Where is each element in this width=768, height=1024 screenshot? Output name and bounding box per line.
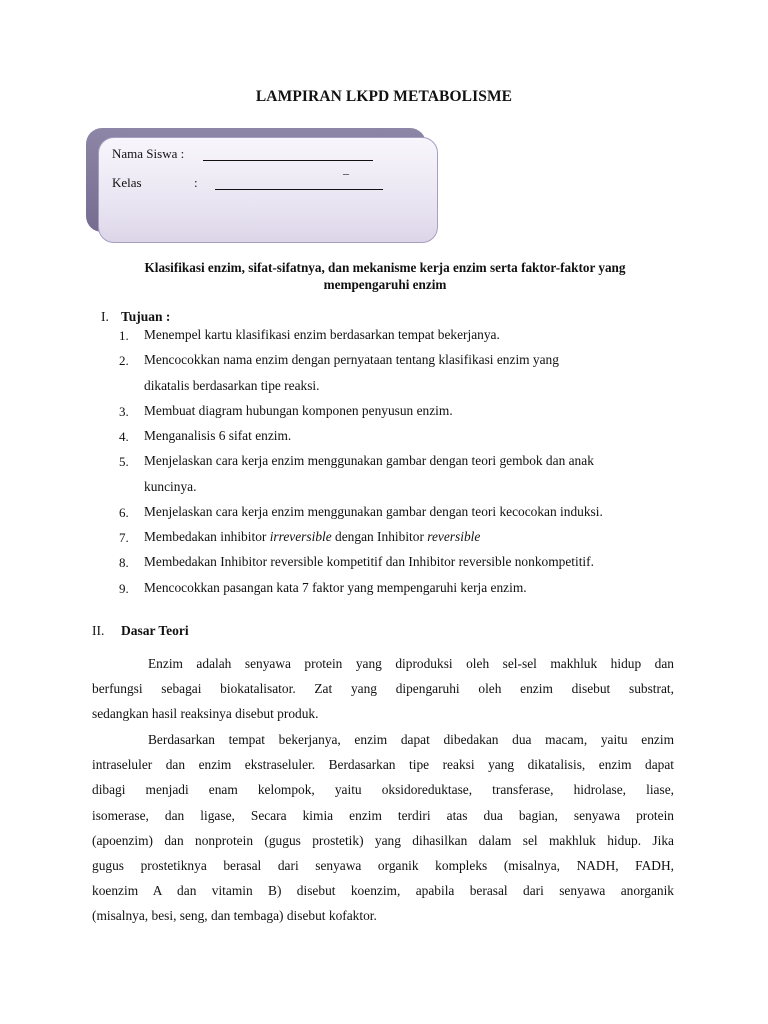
list-item-number: 7.: [119, 530, 129, 545]
class-blank-line[interactable]: [215, 189, 383, 190]
list-item-number: 8.: [119, 555, 129, 570]
paragraph-line: isomerase, dan ligase, Secara kimia enzim terdiri atas dua bagian, senyawa protein: [92, 807, 674, 823]
list-item-number: 5.: [119, 454, 129, 469]
list-item: [144, 529, 676, 545]
list-item-number: 4.: [119, 429, 129, 444]
worksheet-subtitle: [90, 259, 680, 293]
list-item-number: 9.: [119, 581, 129, 596]
item-7-italic-reversible: reversible: [427, 529, 481, 544]
theory-paragraph-1: [92, 651, 674, 727]
list-item: Menempel kartu klasifikasi enzim berdasarkan tempat bekerjanya.: [144, 327, 500, 342]
list-item: Menjelaskan cara kerja enzim menggunakan gambar dengan teori gembok dan anak: [144, 453, 594, 468]
item-7-text-a: Membedakan inhibitor: [144, 529, 270, 544]
paragraph-line: sedangkan hasil reaksinya disebut produk.: [92, 706, 319, 722]
list-item-number: 6.: [119, 505, 129, 520]
list-item-number: 3.: [119, 404, 129, 419]
subtitle-line-2: mempengaruhi enzim: [323, 277, 447, 292]
paragraph-line: (misalnya, besi, seng, dan tembaga) disebut kofaktor.: [92, 908, 377, 924]
paragraph-line: berfungsi sebagai biokatalisator. Zat yang dipengaruhi oleh enzim disebut substrat,: [92, 681, 674, 697]
item-7-text-b: dengan Inhibitor: [331, 529, 428, 544]
item-7-italic-irreversible: irreversible: [269, 529, 332, 544]
name-blank-line[interactable]: [203, 160, 373, 161]
section-2-number: II.: [92, 623, 105, 638]
section-2-heading: Dasar Teori: [121, 623, 189, 638]
paragraph-line: (apoenzim) dan nonprotein (gugus prostetik) yang dihasilkan dalam sel makhluk hidup. Jika: [92, 832, 674, 848]
name-label: Nama Siswa :: [112, 146, 185, 161]
subtitle-line-1: Klasifikasi enzim, sifat-sifatnya, dan mekanisme kerja enzim serta faktor-faktor yang: [144, 260, 626, 275]
list-item: Membedakan Inhibitor reversible kompetitif dan Inhibitor reversible nonkompetitif.: [144, 554, 594, 569]
list-item: Membuat diagram hubungan komponen penyusun enzim.: [144, 403, 453, 418]
paragraph-line: dibagi menjadi enam kelompok, yaitu oksidoreduktase, transferase, hidrolase, liase,: [92, 782, 674, 798]
paragraph-line: gugus prostetiknya berasal dari senyawa organik kompleks (misalnya, NADH, FADH,: [92, 857, 674, 873]
class-label: Kelas: [112, 175, 142, 190]
list-item: Mencocokkan nama enzim dengan pernyataan tentang klasifikasi enzim yang: [144, 352, 559, 367]
paragraph-line: intraseluler dan enzim ekstraseluler. Berdasarkan tipe reaksi yang dikatalisis, enzim dapat: [92, 757, 674, 773]
list-item: Mencocokkan pasangan kata 7 faktor yang mempengaruhi kerja enzim.: [144, 580, 527, 595]
list-item-continuation: dikatalis berdasarkan tipe reaksi.: [144, 378, 320, 393]
theory-paragraph-2: [92, 727, 674, 929]
document-title: LAMPIRAN LKPD METABOLISME: [255, 88, 513, 105]
paragraph-line: Berdasarkan tempat bekerjanya, enzim dapat dibedakan dua macam, yaitu enzim: [148, 732, 674, 747]
stray-mark: _: [343, 162, 349, 176]
section-1-heading: Tujuan :: [121, 309, 171, 324]
list-item-number: 2.: [119, 353, 129, 368]
list-item-continuation: kuncinya.: [144, 479, 197, 494]
section-1-number: I.: [101, 309, 109, 324]
list-item: Menganalisis 6 sifat enzim.: [144, 428, 292, 443]
identity-box: [98, 137, 438, 243]
paragraph-line: koenzim A dan vitamin B) disebut koenzim, apabila berasal dari senyawa anorganik: [92, 883, 674, 899]
paragraph-line: Enzim adalah senyawa protein yang diproduksi oleh sel-sel makhluk hidup dan: [148, 656, 674, 671]
list-item-number: 1.: [119, 328, 129, 343]
class-colon: :: [194, 175, 198, 190]
list-item: Menjelaskan cara kerja enzim menggunakan gambar dengan teori kecocokan induksi.: [144, 504, 603, 519]
